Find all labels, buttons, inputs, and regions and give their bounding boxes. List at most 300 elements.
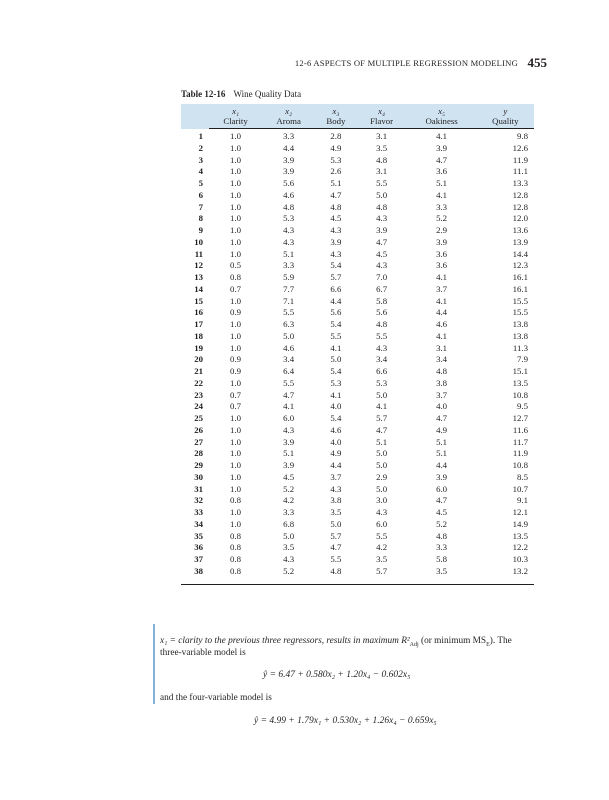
cell-quality: 15.5 xyxy=(512,295,528,306)
row-index: 35 xyxy=(194,530,203,541)
cell-clarity: 0.8 xyxy=(230,272,242,282)
cell-flavor: 4.7 xyxy=(376,424,388,435)
cell-oakiness: 2.9 xyxy=(436,225,448,235)
row-index: 36 xyxy=(194,542,203,553)
cell-aroma: 6.0 xyxy=(283,413,295,423)
index-header-blank xyxy=(181,116,209,129)
cell-oakiness: 4.8 xyxy=(436,530,448,541)
table-row xyxy=(181,213,534,225)
cell-clarity: 1.0 xyxy=(230,377,242,388)
cell-flavor: 5.0 xyxy=(376,483,388,494)
column-header-oakiness: Oakiness xyxy=(407,116,477,129)
row-index: 4 xyxy=(198,166,203,177)
cell-aroma: 3.9 xyxy=(283,154,295,165)
cell-oakiness: 3.5 xyxy=(436,565,448,576)
row-index: 13 xyxy=(194,272,203,282)
cell-aroma: 7.7 xyxy=(283,283,295,294)
row-index: 3 xyxy=(198,154,203,165)
para1-part-b: (or minimum MS xyxy=(418,636,487,646)
cell-clarity: 1.0 xyxy=(230,189,242,200)
cell-oakiness: 3.7 xyxy=(436,283,448,294)
cell-aroma: 5.1 xyxy=(283,248,295,259)
cell-aroma: 6.4 xyxy=(283,366,295,376)
table-row xyxy=(181,484,534,496)
cell-quality: 13.6 xyxy=(512,225,528,235)
para1-part-c: ). The xyxy=(489,636,512,646)
cell-aroma: 3.9 xyxy=(283,166,295,177)
paragraph-1-line-2: three-variable model is xyxy=(160,648,246,658)
cell-quality: 12.8 xyxy=(512,201,528,212)
cell-aroma: 6.3 xyxy=(283,319,295,329)
cell-flavor: 4.7 xyxy=(376,236,388,247)
cell-quality: 13.2 xyxy=(512,565,528,576)
table-row xyxy=(181,272,534,284)
cell-oakiness: 3.4 xyxy=(436,354,448,365)
cell-body: 6.6 xyxy=(330,283,342,294)
cell-body: 4.3 xyxy=(330,248,342,259)
cell-flavor: 3.5 xyxy=(376,142,388,153)
table-row xyxy=(181,178,534,190)
cell-clarity: 1.0 xyxy=(230,201,242,212)
cell-aroma: 5.5 xyxy=(283,307,295,318)
row-index: 17 xyxy=(194,319,203,329)
cell-flavor: 5.0 xyxy=(376,448,388,459)
cell-oakiness: 6.0 xyxy=(436,483,448,494)
column-name-row xyxy=(181,116,534,129)
column-header-clarity: Clarity xyxy=(209,116,262,129)
table-row xyxy=(181,495,534,507)
cell-quality: 13.8 xyxy=(512,330,528,341)
cell-quality: 11.9 xyxy=(512,448,528,459)
cell-clarity: 0.8 xyxy=(230,530,242,541)
cell-flavor: 2.9 xyxy=(376,471,388,482)
cell-clarity: 0.7 xyxy=(230,389,242,400)
cell-quality: 11.7 xyxy=(512,436,528,447)
table-row xyxy=(181,284,534,296)
cell-body: 5.5 xyxy=(330,554,342,564)
cell-quality: 13.5 xyxy=(512,530,528,541)
table-row xyxy=(181,413,534,425)
var-symbol-3: x₃ xyxy=(315,104,356,116)
cell-aroma: 3.3 xyxy=(283,507,295,517)
cell-clarity: 0.7 xyxy=(230,283,242,294)
cell-aroma: 4.3 xyxy=(283,225,295,235)
row-index: 31 xyxy=(194,483,203,494)
wine-quality-table xyxy=(181,104,534,585)
row-index: 30 xyxy=(194,471,203,482)
cell-quality: 11.1 xyxy=(512,166,528,177)
table-label: Table 12-16 xyxy=(181,89,226,99)
cell-flavor: 5.8 xyxy=(376,295,388,306)
cell-quality: 13.8 xyxy=(512,319,528,329)
cell-quality: 10.7 xyxy=(512,483,528,494)
var-symbol-2: x₂ xyxy=(262,104,315,116)
equation-four-variable: ŷ = 4.99 + 1.79x₁ + 0.530x₂ + 1.26x₄ − 0.659x₅ xyxy=(254,716,437,726)
cell-body: 4.0 xyxy=(330,401,342,412)
table-row xyxy=(181,237,534,249)
cell-aroma: 4.3 xyxy=(283,424,295,435)
cell-oakiness: 4.8 xyxy=(436,366,448,376)
cell-oakiness: 4.4 xyxy=(436,307,448,318)
cell-flavor: 4.8 xyxy=(376,201,388,212)
cell-body: 5.3 xyxy=(330,154,342,165)
cell-clarity: 1.0 xyxy=(230,248,242,259)
cell-flavor: 4.8 xyxy=(376,319,388,329)
table-row xyxy=(181,401,534,413)
cell-body: 4.1 xyxy=(330,389,342,400)
cell-clarity: 1.0 xyxy=(230,424,242,435)
cell-quality: 7.9 xyxy=(517,354,528,365)
cell-aroma: 5.1 xyxy=(283,448,295,459)
cell-clarity: 1.0 xyxy=(230,471,242,482)
cell-body: 4.0 xyxy=(330,436,342,447)
cell-aroma: 5.2 xyxy=(283,483,295,494)
row-index: 14 xyxy=(194,283,203,294)
cell-quality: 15.5 xyxy=(512,307,528,318)
cell-flavor: 5.0 xyxy=(376,189,388,200)
cell-quality: 9.5 xyxy=(517,401,528,412)
cell-body: 5.5 xyxy=(330,330,342,341)
cell-oakiness: 4.5 xyxy=(436,507,448,517)
cell-body: 5.4 xyxy=(330,319,342,329)
cell-clarity: 1.0 xyxy=(230,154,242,165)
row-index: 38 xyxy=(194,565,203,576)
column-header-flavor: Flavor xyxy=(357,116,407,129)
cell-oakiness: 5.1 xyxy=(436,436,448,447)
cell-quality: 15.1 xyxy=(512,366,528,376)
table-row xyxy=(181,554,534,566)
variable-symbol-row xyxy=(181,104,534,116)
row-index: 32 xyxy=(194,495,203,506)
column-header-quality: Quality xyxy=(477,116,534,129)
cell-clarity: 1.0 xyxy=(230,178,242,188)
cell-oakiness: 4.1 xyxy=(436,189,448,200)
cell-body: 4.8 xyxy=(330,565,342,576)
table-row xyxy=(181,249,534,261)
cell-body: 5.7 xyxy=(330,272,342,282)
column-header-aroma: Aroma xyxy=(262,116,315,129)
row-index: 26 xyxy=(194,424,203,435)
cell-aroma: 4.1 xyxy=(283,401,295,412)
row-index: 27 xyxy=(194,436,203,447)
table-row xyxy=(181,531,534,543)
running-header xyxy=(0,56,609,70)
table-row xyxy=(181,319,534,331)
cell-clarity: 1.0 xyxy=(230,236,242,247)
cell-clarity: 1.0 xyxy=(230,166,242,177)
cell-clarity: 1.0 xyxy=(230,413,242,423)
cell-body: 4.6 xyxy=(330,424,342,435)
var-symbol-1: x₁ xyxy=(209,104,262,116)
cell-clarity: 1.0 xyxy=(230,295,242,306)
cell-oakiness: 4.7 xyxy=(436,495,448,506)
table-body xyxy=(181,129,534,578)
cell-flavor: 3.4 xyxy=(376,354,388,365)
cell-flavor: 3.9 xyxy=(376,225,388,235)
cell-body: 5.0 xyxy=(330,354,342,365)
cell-oakiness: 3.8 xyxy=(436,377,448,388)
row-index: 19 xyxy=(194,342,203,353)
cell-body: 4.3 xyxy=(330,483,342,494)
row-index: 7 xyxy=(198,201,203,212)
row-index: 2 xyxy=(198,142,203,153)
cell-body: 5.4 xyxy=(330,366,342,376)
cell-quality: 9.8 xyxy=(517,131,528,141)
row-index: 25 xyxy=(194,413,203,423)
table-row xyxy=(181,190,534,202)
cell-clarity: 1.0 xyxy=(230,142,242,153)
cell-flavor: 6.7 xyxy=(376,283,388,294)
cell-body: 4.8 xyxy=(330,201,342,212)
cell-quality: 9.1 xyxy=(517,495,528,506)
cell-quality: 16.1 xyxy=(512,283,528,294)
cell-quality: 12.8 xyxy=(512,189,528,200)
cell-clarity: 0.7 xyxy=(230,401,242,412)
cell-body: 5.7 xyxy=(330,530,342,541)
cell-body: 4.4 xyxy=(330,295,342,306)
table-row xyxy=(181,437,534,449)
table-row xyxy=(181,143,534,155)
cell-body: 4.9 xyxy=(330,448,342,459)
para1-part-a: x₁ = clarity to the previous three regressors, results in maximum R² xyxy=(160,636,410,646)
table-row xyxy=(181,366,534,378)
cell-flavor: 5.5 xyxy=(376,178,388,188)
cell-oakiness: 3.6 xyxy=(436,260,448,271)
row-index: 1 xyxy=(198,130,203,141)
cell-quality: 13.3 xyxy=(512,178,528,188)
row-index: 11 xyxy=(194,248,203,259)
table-row xyxy=(181,225,534,237)
cell-body: 3.5 xyxy=(330,507,342,517)
cell-quality: 11.3 xyxy=(512,342,528,353)
cell-flavor: 5.3 xyxy=(376,377,388,388)
cell-flavor: 5.1 xyxy=(376,436,388,447)
cell-aroma: 3.3 xyxy=(283,131,295,141)
column-header-body: Body xyxy=(315,116,356,129)
para1-sub-adj: Adj xyxy=(409,641,419,648)
cell-body: 4.5 xyxy=(330,213,342,224)
page-number: 455 xyxy=(527,55,547,70)
cell-body: 5.6 xyxy=(330,307,342,318)
cell-quality: 13.9 xyxy=(512,236,528,247)
cell-body: 3.7 xyxy=(330,471,342,482)
cell-clarity: 0.8 xyxy=(230,554,242,564)
cell-flavor: 3.1 xyxy=(376,131,388,141)
table-row xyxy=(181,260,534,272)
cell-clarity: 0.9 xyxy=(230,307,242,318)
cell-quality: 12.2 xyxy=(512,542,528,553)
cell-flavor: 4.5 xyxy=(376,248,388,259)
index-header xyxy=(181,104,209,116)
cell-aroma: 4.6 xyxy=(283,342,295,353)
table-caption xyxy=(181,89,301,99)
cell-quality: 11.9 xyxy=(512,154,528,165)
cell-flavor: 3.0 xyxy=(376,495,388,506)
var-symbol-6: y xyxy=(477,104,534,116)
cell-aroma: 5.0 xyxy=(283,330,295,341)
cell-flavor: 7.0 xyxy=(376,272,388,282)
cell-clarity: 1.0 xyxy=(230,483,242,494)
cell-aroma: 4.3 xyxy=(283,236,295,247)
cell-quality: 10.8 xyxy=(512,460,528,470)
var-symbol-5: x₅ xyxy=(407,104,477,116)
cell-quality: 14.9 xyxy=(512,518,528,529)
cell-flavor: 5.6 xyxy=(376,307,388,318)
table-row xyxy=(181,129,534,143)
row-index: 18 xyxy=(194,330,203,341)
cell-oakiness: 3.7 xyxy=(436,389,448,400)
cell-clarity: 1.0 xyxy=(230,330,242,341)
cell-oakiness: 4.1 xyxy=(436,131,448,141)
cell-oakiness: 3.9 xyxy=(436,236,448,247)
cell-aroma: 6.8 xyxy=(283,518,295,529)
table-row xyxy=(181,354,534,366)
cell-quality: 11.6 xyxy=(512,424,528,435)
table-row xyxy=(181,566,534,578)
cell-quality: 16.1 xyxy=(512,272,528,282)
table-row xyxy=(181,390,534,402)
table-row xyxy=(181,472,534,484)
table-title: Wine Quality Data xyxy=(233,89,302,99)
cell-aroma: 4.6 xyxy=(283,189,295,200)
row-index: 16 xyxy=(194,307,203,318)
margin-bar xyxy=(153,624,155,704)
cell-flavor: 4.1 xyxy=(376,401,388,412)
cell-flavor: 5.7 xyxy=(376,565,388,576)
cell-flavor: 5.5 xyxy=(376,330,388,341)
cell-clarity: 1.0 xyxy=(230,460,242,470)
cell-aroma: 3.9 xyxy=(283,436,295,447)
row-index: 34 xyxy=(194,518,203,529)
paragraph-2: and the four-variable model is xyxy=(160,693,272,703)
table-bottom-rule xyxy=(181,584,534,585)
cell-body: 4.4 xyxy=(330,460,342,470)
cell-body: 5.4 xyxy=(330,413,342,423)
cell-aroma: 5.3 xyxy=(283,213,295,224)
cell-flavor: 5.7 xyxy=(376,413,388,423)
row-index: 6 xyxy=(198,189,203,200)
cell-oakiness: 4.1 xyxy=(436,295,448,306)
row-index: 10 xyxy=(194,236,203,247)
cell-quality: 10.8 xyxy=(512,389,528,400)
table-row xyxy=(181,448,534,460)
cell-flavor: 4.3 xyxy=(376,213,388,224)
cell-aroma: 5.9 xyxy=(283,272,295,282)
table-row xyxy=(181,155,534,167)
cell-aroma: 3.3 xyxy=(283,260,295,271)
cell-body: 5.0 xyxy=(330,518,342,529)
table-row xyxy=(181,507,534,519)
cell-aroma: 5.5 xyxy=(283,377,295,388)
table-row xyxy=(181,166,534,178)
cell-body: 4.7 xyxy=(330,189,342,200)
table-row xyxy=(181,542,534,554)
cell-quality: 12.1 xyxy=(512,507,528,517)
cell-flavor: 6.6 xyxy=(376,366,388,376)
cell-quality: 8.5 xyxy=(517,471,528,482)
cell-quality: 12.6 xyxy=(512,142,528,153)
cell-flavor: 5.5 xyxy=(376,530,388,541)
cell-clarity: 0.5 xyxy=(230,260,242,271)
cell-aroma: 7.1 xyxy=(283,295,295,306)
cell-quality: 14.4 xyxy=(512,248,528,259)
cell-aroma: 4.7 xyxy=(283,389,295,400)
cell-flavor: 6.0 xyxy=(376,518,388,529)
row-index: 12 xyxy=(194,260,203,271)
cell-clarity: 0.8 xyxy=(230,565,242,576)
row-index: 15 xyxy=(194,295,203,306)
cell-body: 3.8 xyxy=(330,495,342,506)
cell-oakiness: 5.2 xyxy=(436,518,448,529)
cell-oakiness: 3.1 xyxy=(436,342,448,353)
table-row xyxy=(181,202,534,214)
cell-flavor: 3.1 xyxy=(376,166,388,177)
equation-three-variable: ŷ = 6.47 + 0.580x₂ + 1.20x₄ − 0.602x₅ xyxy=(263,670,411,680)
cell-aroma: 3.5 xyxy=(283,542,295,553)
cell-oakiness: 3.9 xyxy=(436,471,448,482)
cell-oakiness: 3.3 xyxy=(436,542,448,553)
cell-aroma: 4.5 xyxy=(283,471,295,482)
cell-clarity: 1.0 xyxy=(230,225,242,235)
cell-clarity: 1.0 xyxy=(230,436,242,447)
cell-flavor: 3.5 xyxy=(376,554,388,564)
table-row xyxy=(181,343,534,355)
var-symbol-4: x₄ xyxy=(357,104,407,116)
table-row xyxy=(181,378,534,390)
para1-sub-e: E xyxy=(486,641,490,648)
cell-body: 4.1 xyxy=(330,342,342,353)
cell-body: 4.3 xyxy=(330,225,342,235)
cell-flavor: 4.8 xyxy=(376,154,388,165)
cell-body: 3.9 xyxy=(330,236,342,247)
cell-aroma: 4.4 xyxy=(283,142,295,153)
row-index: 8 xyxy=(198,213,203,224)
cell-body: 2.6 xyxy=(330,166,342,177)
cell-oakiness: 4.1 xyxy=(436,272,448,282)
cell-oakiness: 4.0 xyxy=(436,401,448,412)
cell-quality: 10.3 xyxy=(512,554,528,564)
cell-clarity: 1.0 xyxy=(230,448,242,459)
table-row xyxy=(181,296,534,308)
row-index: 23 xyxy=(194,389,203,400)
cell-oakiness: 5.1 xyxy=(436,178,448,188)
cell-clarity: 1.0 xyxy=(230,319,242,329)
cell-flavor: 5.0 xyxy=(376,460,388,470)
cell-oakiness: 4.7 xyxy=(436,154,448,165)
cell-flavor: 4.3 xyxy=(376,342,388,353)
paragraph-1-line-1 xyxy=(160,636,512,648)
cell-clarity: 0.8 xyxy=(230,495,242,506)
cell-oakiness: 4.9 xyxy=(436,424,448,435)
table-row xyxy=(181,331,534,343)
cell-aroma: 3.9 xyxy=(283,460,295,470)
running-head: 12-6 ASPECTS OF MULTIPLE REGRESSION MODELING xyxy=(294,58,518,68)
cell-oakiness: 4.4 xyxy=(436,460,448,470)
row-index: 9 xyxy=(198,225,203,235)
cell-clarity: 1.0 xyxy=(230,131,242,141)
cell-aroma: 5.6 xyxy=(283,178,295,188)
cell-body: 2.8 xyxy=(330,131,342,141)
cell-oakiness: 3.6 xyxy=(436,248,448,259)
cell-aroma: 3.4 xyxy=(283,354,295,365)
cell-flavor: 4.3 xyxy=(376,260,388,271)
row-index: 24 xyxy=(194,401,203,412)
cell-oakiness: 5.2 xyxy=(436,213,448,224)
table-row xyxy=(181,307,534,319)
cell-oakiness: 4.7 xyxy=(436,413,448,423)
row-index: 28 xyxy=(194,448,203,459)
row-index: 33 xyxy=(194,507,203,517)
